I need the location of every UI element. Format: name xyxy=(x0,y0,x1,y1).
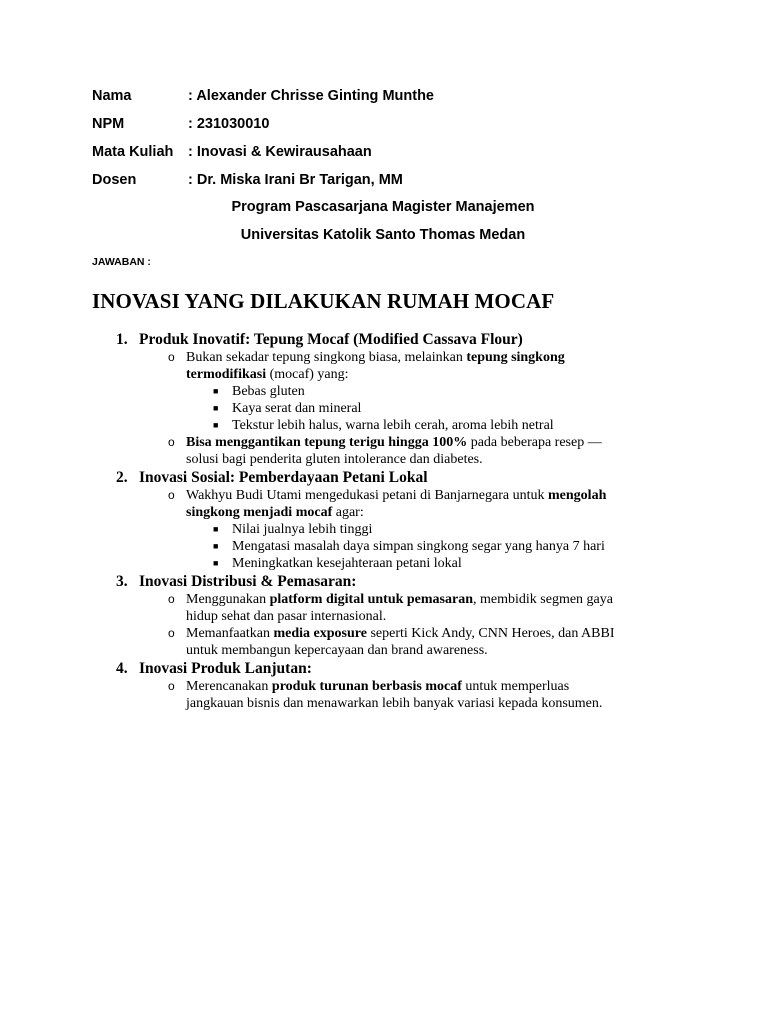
square-bullet-icon: ■ xyxy=(213,558,219,568)
header-value: : Alexander Chrisse Ginting Munthe xyxy=(188,88,434,104)
header-label: Mata Kuliah xyxy=(92,144,174,160)
section-heading xyxy=(116,468,676,487)
circle-bullet-icon: o xyxy=(168,592,175,606)
list-item: o Bisa menggantikan tepung terigu hingga 100% pada beberapa resep — solusi bagi penderita gluten intolerance dan diabetes. xyxy=(168,435,602,467)
square-bullet-icon: ■ xyxy=(213,541,219,551)
header-row-dosen xyxy=(92,172,403,188)
sub-list-item: ■ Mengatasi masalah daya simpan singkong segar yang hanya 7 hari xyxy=(213,539,605,554)
list-item: o Merencanakan produk turunan berbasis mocaf untuk memperluas jangkauan bisnis dan menawarkan lebih banyak variasi kepada konsumen. xyxy=(168,679,603,711)
sub-list-item: ■ Kaya serat dan mineral xyxy=(213,401,362,416)
section-heading xyxy=(116,330,676,349)
header-label: Dosen xyxy=(92,172,137,188)
section-number: 3. xyxy=(116,573,128,590)
list-item: o Bukan sekadar tepung singkong biasa, melainkan tepung singkong termodifikasi (mocaf) yang: xyxy=(168,350,565,382)
sub-list-item: ■ Nilai jualnya lebih tinggi xyxy=(213,522,373,537)
list-item: o Memanfaatkan media exposure seperti Kick Andy, CNN Heroes, dan ABBI untuk membangun kepercayaan dan brand awareness. xyxy=(168,626,615,658)
header-value: : Inovasi & Kewirausahaan xyxy=(188,144,372,160)
square-bullet-icon: ■ xyxy=(213,420,219,430)
sub-list-item: ■ Bebas gluten xyxy=(213,384,305,399)
circle-bullet-icon: o xyxy=(168,626,175,640)
sub-list-item: ■ Tekstur lebih halus, warna lebih cerah, aroma lebih netral xyxy=(213,418,554,433)
section-number: 2. xyxy=(116,469,128,486)
program-name: Program Pascasarjana Magister Manajemen xyxy=(231,199,535,215)
document-title: INOVASI YANG DILAKUKAN RUMAH MOCAF xyxy=(92,289,555,313)
square-bullet-icon: ■ xyxy=(213,403,219,413)
circle-bullet-icon: o xyxy=(168,435,175,449)
program-line xyxy=(0,199,768,215)
list-item: o Menggunakan platform digital untuk pemasaran, membidik segmen gaya hidup sehat dan pasar internasional. xyxy=(168,592,613,624)
square-bullet-icon: ■ xyxy=(213,524,219,534)
university-line xyxy=(0,227,768,243)
square-bullet-icon: ■ xyxy=(213,386,219,396)
section-number: 1. xyxy=(116,331,128,348)
section-heading xyxy=(116,572,676,591)
list-item: o Wakhyu Budi Utami mengedukasi petani di Banjarnegara untuk mengolah singkong menjadi mocaf agar: xyxy=(168,488,607,520)
circle-bullet-icon: o xyxy=(168,488,175,502)
header-label: Nama xyxy=(92,88,132,104)
section-title: Inovasi Sosial: Pemberdayaan Petani Lokal xyxy=(139,469,428,486)
section-number: 4. xyxy=(116,660,128,677)
section-title: Produk Inovatif: Tepung Mocaf (Modified Cassava Flour) xyxy=(139,331,523,348)
header-row-mata-kuliah xyxy=(92,144,372,160)
section-title: Inovasi Produk Lanjutan: xyxy=(139,660,312,677)
header-row-nama xyxy=(92,88,434,104)
university-name: Universitas Katolik Santo Thomas Medan xyxy=(240,227,526,243)
sections-list xyxy=(116,330,676,712)
circle-bullet-icon: o xyxy=(168,679,175,693)
section-title: Inovasi Distribusi & Pemasaran: xyxy=(139,573,357,590)
section-heading xyxy=(116,659,676,678)
header-value: : Dr. Miska Irani Br Tarigan, MM xyxy=(188,172,403,188)
answer-label: JAWABAN : xyxy=(92,256,151,268)
header-label: NPM xyxy=(92,116,125,132)
header-row-npm xyxy=(92,116,269,132)
circle-bullet-icon: o xyxy=(168,350,175,364)
sub-list-item: ■ Meningkatkan kesejahteraan petani lokal xyxy=(213,556,462,571)
header-value: : 231030010 xyxy=(188,116,270,132)
